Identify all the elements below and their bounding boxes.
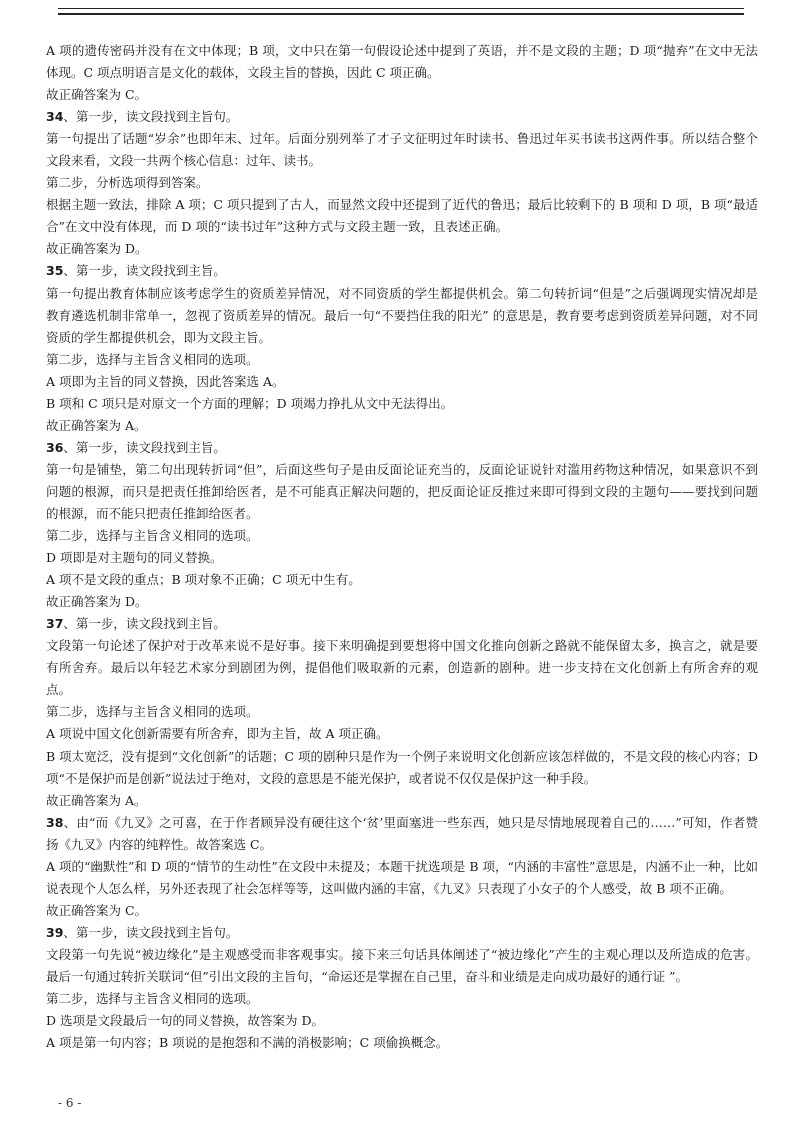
paragraph-text: D 选项是文段最后一句的同义替换，故答案为 D。 xyxy=(46,1013,324,1029)
paragraph-text: 第一句是铺垫，第二句出现转折词“但”，后面这些句子是由反面论证充当的，反面论证说针对滥用药物这种情况，如果意识不到问题的根源，而只是把责任推卸给医者，是不可能真正解决问题的，把反面论证反推过来即可得到文段的主题句——要找到问题的根源，而不能只把责任推卸给医者。 xyxy=(46,461,758,521)
page-number: - 6 - xyxy=(58,1096,82,1110)
paragraph-text: 、第一步，读文段找到主旨。 xyxy=(63,439,226,455)
paragraph-text: 、第一步，读文段找到主旨句。 xyxy=(63,109,239,125)
paragraph-text: 故正确答案为 C。 xyxy=(46,87,148,103)
question-number: 35 xyxy=(46,263,64,279)
paragraph xyxy=(46,635,758,701)
question-number: 37 xyxy=(46,616,64,632)
paragraph-text: A 项的遗传密码并没有在文中体现；B 项，文中只在第一句假设论述中提到了英语，并不是文段的主题；D 项“抛弃”在文中无法体现。C 项点明语言是文化的载体，文段主旨的替换，因此 C 项正确。 xyxy=(46,43,758,81)
paragraph xyxy=(46,591,758,613)
header-rule-thin xyxy=(58,8,744,9)
paragraph-text: 第二步，选择与主旨含义相同的选项。 xyxy=(46,704,259,720)
answer-explanations-body xyxy=(46,40,758,1054)
paragraph-text: 文段第一句论述了保护对于改革来说不是好事。接下来明确提到要想将中国文化推向创新之路就不能保留太多，换言之，就是要有所舍弃。最后以年轻艺术家分到剧团为例，提倡他们吸取新的元素，创造新的剧种。进一步支持在文化创新上有所舍弃的观点。 xyxy=(46,638,758,698)
paragraph-text: A 项是第一句内容；B 项说的是抱怨和不满的消极影响；C 项偷换概念。 xyxy=(46,1035,449,1051)
question-36-heading xyxy=(46,437,758,459)
paragraph xyxy=(46,746,758,790)
paragraph-text: 故正确答案为 D。 xyxy=(46,241,148,257)
paragraph xyxy=(46,988,758,1010)
paragraph xyxy=(46,701,758,723)
question-number: 39 xyxy=(46,924,64,940)
paragraph xyxy=(46,547,758,569)
paragraph xyxy=(46,371,758,393)
paragraph-text: 、由“而《九叉》之可喜，在于作者顾异没有硬往这个‘贫’里面塞进一些东西，她只是尽情地展现着自己的……”可知，作者赞扬《九叉》内容的纯粹性。故答案选 C。 xyxy=(46,814,758,852)
paragraph-text: 根据主题一致法，排除 A 项；C 项只提到了古人，而显然文段中还提到了近代的鲁迅；最后比较剩下的 B 项和 D 项，B 项“最适合”在文中没有体现，而 D 项的“读书过年”这种方式与文段主题一致，且表述正确。 xyxy=(46,197,758,235)
question-number: 36 xyxy=(46,439,64,455)
paragraph xyxy=(46,944,758,988)
paragraph-text: 第二步，分析选项得到答案。 xyxy=(46,175,209,191)
paragraph xyxy=(46,569,758,591)
paragraph xyxy=(46,525,758,547)
paragraph xyxy=(46,900,758,922)
header-rule-thick xyxy=(58,13,744,15)
question-number: 34 xyxy=(46,109,64,125)
question-35-heading xyxy=(46,260,758,282)
paragraph xyxy=(46,393,758,415)
paragraph-text: A 项说中国文化创新需要有所舍弃，即为主旨，故 A 项正确。 xyxy=(46,726,389,742)
paragraph xyxy=(46,790,758,812)
paragraph xyxy=(46,238,758,260)
paragraph-text: A 项不是文段的重点；B 项对象不正确；C 项无中生有。 xyxy=(46,572,361,588)
paragraph-text: A 项即为主旨的同义替换，因此答案选 A。 xyxy=(46,373,285,389)
paragraph xyxy=(46,128,758,172)
paragraph xyxy=(46,856,758,900)
paragraph-text: A 项的“幽默性”和 D 项的“情节的生动性”在文段中未提及；本题干扰选项是 B 项，“内涵的丰富性”意思是，内涵不止一种，比如说表现个人怎么样，另外还表现了社会怎样等等，这叫做内涵的丰富，《九叉》只表现了小女子的个人感受，故 B 项不正确。 xyxy=(46,858,758,896)
paragraph-text: 故正确答案为 C。 xyxy=(46,902,148,918)
paragraph xyxy=(46,194,758,238)
question-37-heading xyxy=(46,613,758,635)
paragraph-text: B 项太宽泛，没有提到“文化创新”的话题；C 项的剧种只是作为一个例子来说明文化创新应该怎样做的，不是文段的核心内容；D 项“不是保护而是创新”说法过于绝对，文段的意思是不能光保护，或者说不仅仅是保护这一种手段。 xyxy=(46,748,759,786)
paragraph-text: 、第一步，读文段找到主旨。 xyxy=(63,616,226,632)
paragraph-text: D 项即是对主题句的同义替换。 xyxy=(46,550,223,566)
paragraph xyxy=(46,723,758,745)
paragraph-text: 、第一步，读文段找到主旨。 xyxy=(63,263,226,279)
question-38-heading xyxy=(46,812,758,856)
paragraph-text: 故正确答案为 A。 xyxy=(46,417,147,433)
paragraph-text: 故正确答案为 D。 xyxy=(46,594,148,610)
question-34-heading xyxy=(46,106,758,128)
paragraph xyxy=(46,172,758,194)
paragraph-text: 第一句提出了话题“岁余”也即年末、过年。后面分别列举了才子文征明过年时读书、鲁迅过年买书读书这两件事。所以结合整个文段来看，文段一共两个核心信息：过年、读书。 xyxy=(46,131,758,169)
paragraph-text: 第二步，选择与主旨含义相同的选项。 xyxy=(46,991,259,1007)
paragraph-text: 第二步，选择与主旨含义相同的选项。 xyxy=(46,351,259,367)
paragraph xyxy=(46,40,758,84)
paragraph-text: 第二步，选择与主旨含义相同的选项。 xyxy=(46,528,259,544)
question-number: 38 xyxy=(46,814,64,830)
paragraph-text: 文段第一句先说“被边缘化”是主观感受而非客观事实。接下来三句话具体阐述了“被边缘化”产生的主观心理以及所造成的危害。最后一句通过转折关联词“但”引出文段的主旨句，“命运还是掌握在自己里，奋斗和业绩是走向成功最好的通行证 ”。 xyxy=(46,946,758,984)
paragraph xyxy=(46,84,758,106)
paragraph-text: 故正确答案为 A。 xyxy=(46,792,147,808)
question-39-heading xyxy=(46,922,758,944)
paragraph xyxy=(46,349,758,371)
paragraph xyxy=(46,1010,758,1032)
paragraph xyxy=(46,1032,758,1054)
paragraph-text: B 项和 C 项只是对原文一个方面的理解；D 项竭力挣扎从文中无法得出。 xyxy=(46,395,454,411)
paragraph xyxy=(46,283,758,349)
paragraph-text: 、第一步，读文段找到主旨句。 xyxy=(63,924,239,940)
paragraph xyxy=(46,415,758,437)
paragraph-text: 第一句提出教育体制应该考虑学生的资质差异情况，对不同资质的学生都提供机会。第二句转折词“但是”之后强调现实情况却是教育遴选机制非常单一，忽视了资质差异的情况。最后一句“不要挡住我的阳光” 的意思是，教育要考虑到资质差异问题，对不同资质的学生都提供机会，即为文段主旨。 xyxy=(46,285,758,345)
paragraph xyxy=(46,459,758,525)
